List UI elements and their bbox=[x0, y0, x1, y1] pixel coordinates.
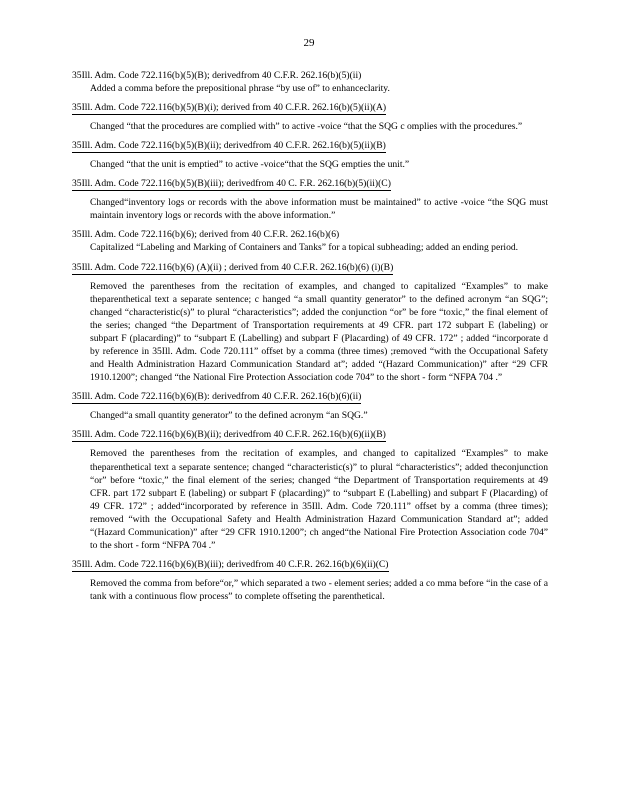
entry bbox=[72, 140, 548, 171]
entry-citation: 35Ill. Adm. Code 722.116(b)(5)(B)(iii); derivedfrom 40 C. F.R. 262.16(b)(5)(ii)(C) bbox=[72, 178, 391, 190]
entry-description: Removed the comma from before“or,” which separated a two - element series; added a co mma before “in the case of a tank with a continuous flow process” to complete offseting the parenthetical. bbox=[90, 578, 548, 603]
entry bbox=[72, 70, 548, 95]
entry-citation: 35Ill. Adm. Code 722.116(b)(6) (A)(ii) ; derived from 40 C.F.R. 262.16(b)(6) (i)(B) bbox=[72, 261, 394, 273]
entry-description: Changed “that the procedures are complied with” to active -voice “that the SQG c omplies with the procedures.” bbox=[90, 121, 523, 133]
entry-description: Removed the parentheses from the recitation of examples, and changed to capitalized “Examples” to make theparenthetical text a separate sentence; c hanged “a small quantity generator” to the defined acronym “an SQG”; changed “characteristic(s)” to plural “characteristics”; added the conjunction “or” be fore “toxic,” the final element of the series; changed “the Department of Transportation requirements at 49 CFR. part 172 subpart E (labeling) or subpart F (placarding)” to “subpart E (Labelling) and subpart F (Placarding) of 49 CFR. 172” ; added “incorporate d by reference in 35Ill. Adm. Code 720.111” offset by a comma (three times) ;removed “with the Occupational Safety and Health Administration Hazard Communication Standard at”; added “(Hazard Communication)” after “29 CFR 1910.1200”; changed “the National Fire Protection Association code 704” to the short - form “NFPA 704 .” bbox=[90, 280, 548, 384]
entry-description: Capitalized “Labeling and Marking of Containers and Tanks” for a topical subheading; added an ending period. bbox=[90, 242, 519, 254]
entry bbox=[72, 391, 548, 422]
entry-description: Added a comma before the prepositional phrase “by use of” to enhanceclarity. bbox=[90, 83, 390, 94]
entry-description: Changed“inventory logs or records with the above information must be maintained” to active -voice “the SQG must maintain inventory logs or records with the above information.” bbox=[90, 197, 548, 222]
entry bbox=[72, 229, 548, 254]
entry-citation: 35Ill. Adm. Code 722.116(b)(5)(B)(ii); derivedfrom 40 C.F.R. 262.16(b)(5)(ii)(B) bbox=[72, 140, 386, 152]
page-number: 29 bbox=[303, 37, 315, 49]
entry-citation: 35Ill. Adm. Code 722.116(b)(6)(B)(iii); derivedfrom 40 C.F.R. 262.16(b)(6)(ii)(C) bbox=[72, 559, 389, 571]
entry-list bbox=[72, 70, 548, 610]
entry-description: Changed“a small quantity generator” to the defined acronym “an SQG.” bbox=[90, 410, 368, 422]
entry-citation: 35Ill. Adm. Code 722.116(b)(6)(B)(ii); derivedfrom 40 C.F.R. 262.16(b)(6)(ii)(B) bbox=[72, 429, 386, 441]
entry-citation: 35Ill. Adm. Code 722.116(b)(5)(B); derivedfrom 40 C.F.R. 262.16(b)(5)(ii) bbox=[72, 70, 362, 81]
entry-citation: 35Ill. Adm. Code 722.116(b)(6); derived from 40 C.F.R. 262.16(b)(6) bbox=[72, 229, 340, 241]
entry-description: Changed “that the unit is emptied” to active -voice“that the SQG empties the unit.” bbox=[90, 159, 410, 171]
entry bbox=[72, 102, 548, 133]
entry bbox=[72, 262, 548, 385]
entry bbox=[72, 559, 548, 603]
entry bbox=[72, 178, 548, 222]
entry-description: Removed the parentheses from the recitation of examples, and changed to capitalized “Examples” to make theparenthetical text a separate sentence; changed “characteristic(s)” to plural “characteristics”; added theconjunction “or” before “toxic,” the final element of the series; changed “the Department of Transportation requirements at 49 CFR. part 172 subpart E (labeling) or subpart F (placarding)” to “subpart E (Labelling) and subpart F (Placarding) of 49 CFR. 172” ; added“incorporated by reference in 35Ill. Adm. Code 720.111” offset by a comma (three times); removed “with the Occupational Safety and Health Administration Hazard Communication Standard at”; added “(Hazard Communication)” after “29 CFR 1910.1200”; ch anged“the National Fire Protection Association code 704” to the short - form “NFPA 704 .” bbox=[90, 448, 548, 552]
entry bbox=[72, 429, 548, 552]
entry-citation: 35Ill. Adm. Code 722.116(b)(5)(B)(i); derived from 40 C.F.R. 262.16(b)(5)(ii)(A) bbox=[72, 102, 387, 114]
entry-citation: 35Ill. Adm. Code 722.116(b)(6)(B): derivedfrom 40 C.F.R. 262.16(b)(6)(ii) bbox=[72, 391, 362, 403]
